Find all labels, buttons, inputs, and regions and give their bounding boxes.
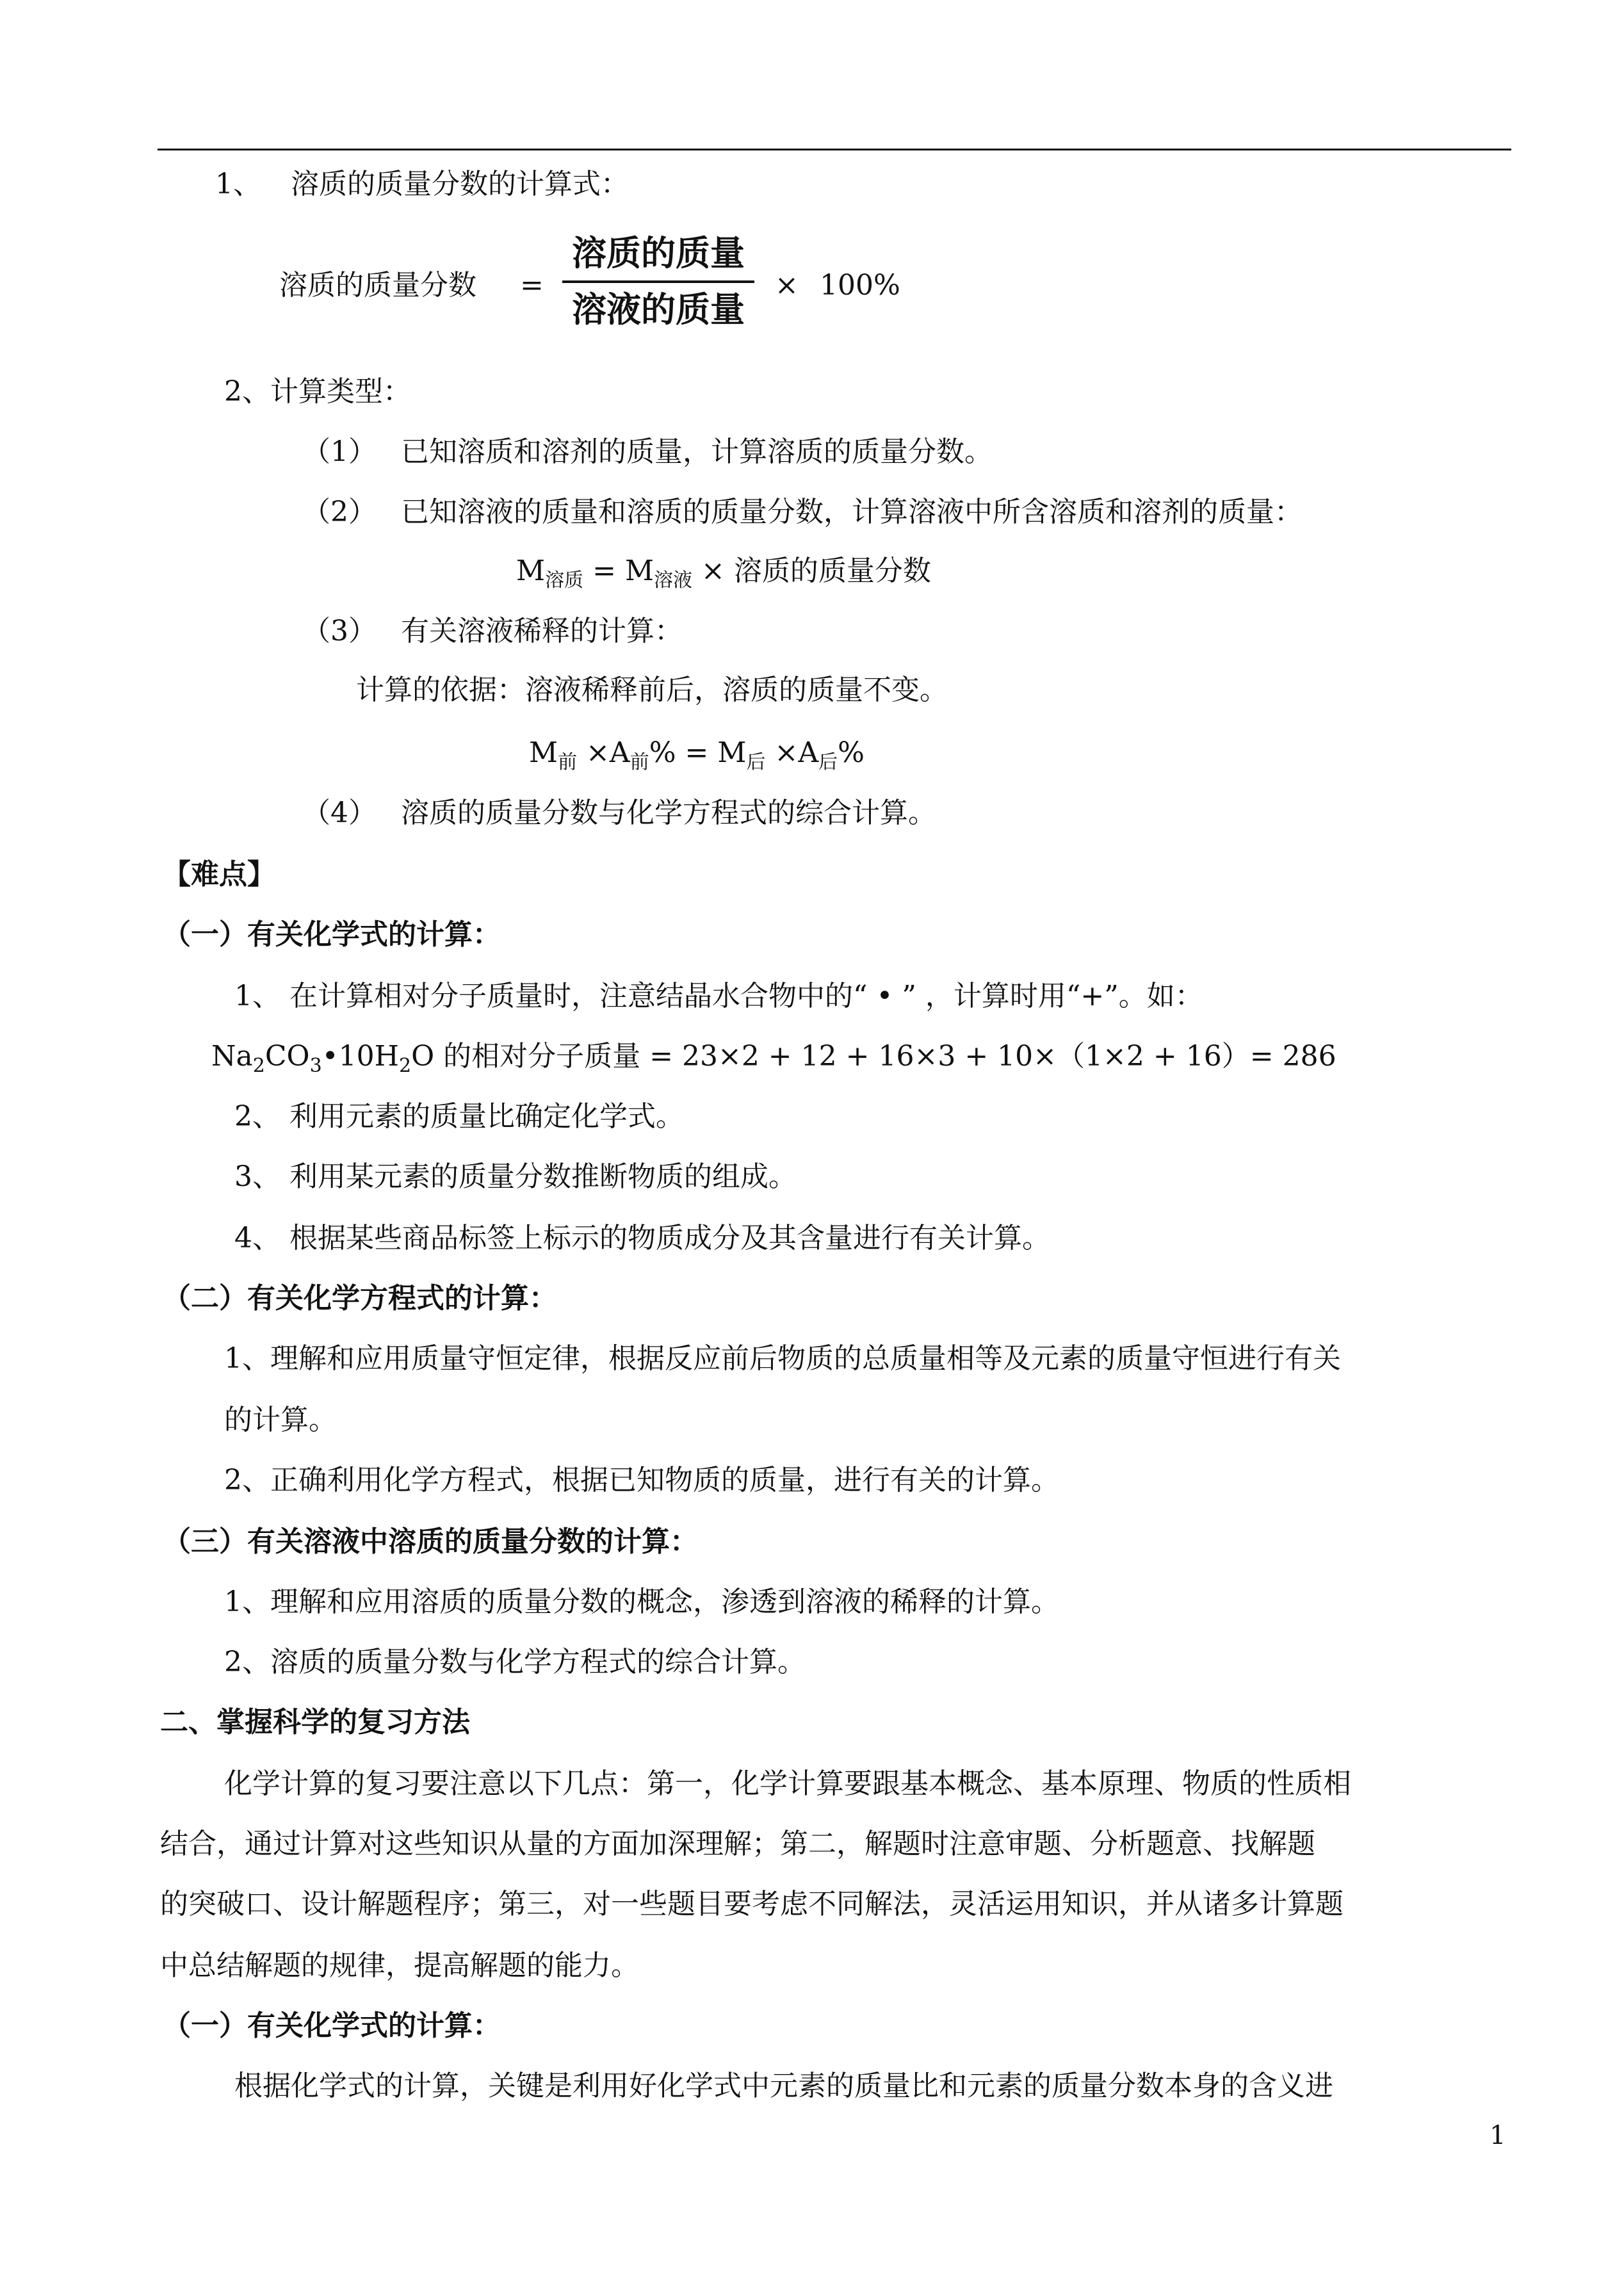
difficulty-section-1-item-3: 3、 利用某元素的质量分数推断物质的组成。 — [234, 1160, 797, 1193]
fraction-bar — [562, 280, 754, 283]
formula-lhs: 溶质的质量分数 — [279, 269, 476, 302]
method-sub-heading: （一）有关化学式的计算： — [163, 2009, 501, 2042]
difficulty-section-2-heading: （二）有关化学方程式的计算： — [163, 1282, 557, 1315]
mass-fraction — [562, 229, 754, 334]
difficulty-section-1-item-4: 4、 根据某些商品标签上标示的物质成分及其含量进行有关计算。 — [234, 1222, 1050, 1254]
fraction-denominator: 溶液的质量 — [572, 289, 745, 330]
method-paragraph-line-2: 结合，通过计算对这些知识从量的方面加深理解；第二，解题时注意审题、分析题意、找解题 — [160, 1828, 1315, 1860]
page-number: 1 — [1490, 2121, 1506, 2150]
dilution-formula: $M_前 \times A_前\% = M_后 \times A_后\%$ — [529, 736, 865, 774]
calc-type-1: 已知溶质和溶剂的质量，计算溶质的质量分数。 — [401, 435, 993, 468]
formula-equals: = — [520, 269, 544, 302]
difficulty-section-1-heading: （一）有关化学式的计算： — [163, 918, 501, 951]
method-heading: 二、掌握科学的复习方法 — [160, 1706, 470, 1739]
formula-heading-number: 1、 — [215, 168, 261, 200]
method-paragraph-line-5: 根据化学式的计算，关键是利用好化学式中元素的质量比和元素的质量分数本身的含义进 — [234, 2070, 1333, 2102]
calc-type-1-number: （1） — [302, 435, 377, 468]
difficulty-section-3-item-2: 2、溶质的质量分数与化学方程式的综合计算。 — [224, 1646, 806, 1678]
molecular-mass-example: $Na_2CO_3•10H_2O$ 的相对分子质量 = 23×2 + 12 + 16×3 + 10×（1×2 + 16）= 286 — [211, 1040, 1336, 1077]
header-rule — [158, 149, 1511, 150]
difficulty-section-3-item-1: 1、理解和应用溶质的质量分数的概念，渗透到溶液的稀释的计算。 — [224, 1585, 1059, 1618]
calc-type-4: 溶质的质量分数与化学方程式的综合计算。 — [401, 797, 936, 829]
calc-type-3: 有关溶液稀释的计算： — [401, 615, 683, 647]
formula-times: × — [775, 269, 799, 302]
method-paragraph-line-4: 中总结解题的规律，提高解题的能力。 — [160, 1949, 639, 1982]
formula-heading: 溶质的质量分数的计算式： — [291, 168, 629, 200]
solute-mass-formula: $M_{溶质} = M_{溶液}$ × 溶质的质量分数 — [516, 555, 931, 592]
formula-percent: 100% — [820, 269, 900, 302]
calc-type-2: 已知溶液的质量和溶质的质量分数，计算溶液中所含溶质和溶剂的质量： — [401, 496, 1303, 528]
calc-types-heading: 2、计算类型： — [224, 375, 411, 408]
dilution-basis: 计算的依据：溶液稀释前后，溶质的质量不变。 — [356, 674, 948, 706]
difficulty-section-2-item-1-cont: 的计算。 — [224, 1404, 337, 1436]
calc-type-2-number: （2） — [302, 496, 377, 528]
calc-type-3-number: （3） — [302, 615, 377, 647]
calc-type-4-number: （4） — [302, 797, 377, 829]
method-paragraph-line-1: 化学计算的复习要注意以下几点：第一，化学计算要跟基本概念、基本原理、物质的性质相 — [224, 1767, 1351, 1800]
difficulty-section-1-item-1: 1、 在计算相对分子质量时，注意结晶水合物中的“ • ” ，计算时用“+”。如： — [234, 980, 1203, 1012]
difficulty-section-3-heading: （三）有关溶液中溶质的质量分数的计算： — [163, 1525, 698, 1558]
difficulty-section-2-item-2: 2、正确利用化学方程式，根据已知物质的质量，进行有关的计算。 — [224, 1464, 1059, 1496]
method-paragraph-line-3: 的突破口、设计解题程序；第三，对一些题目要考虑不同解法，灵活运用知识，并从诸多计算题 — [160, 1888, 1344, 1920]
difficulty-section-1-item-2: 2、 利用元素的质量比确定化学式。 — [234, 1100, 684, 1133]
difficulty-heading: 【难点】 — [163, 858, 275, 891]
fraction-numerator: 溶质的质量 — [572, 233, 745, 273]
difficulty-section-2-item-1: 1、理解和应用质量守恒定律，根据反应前后物质的总质量相等及元素的质量守恒进行有关 — [224, 1342, 1341, 1375]
